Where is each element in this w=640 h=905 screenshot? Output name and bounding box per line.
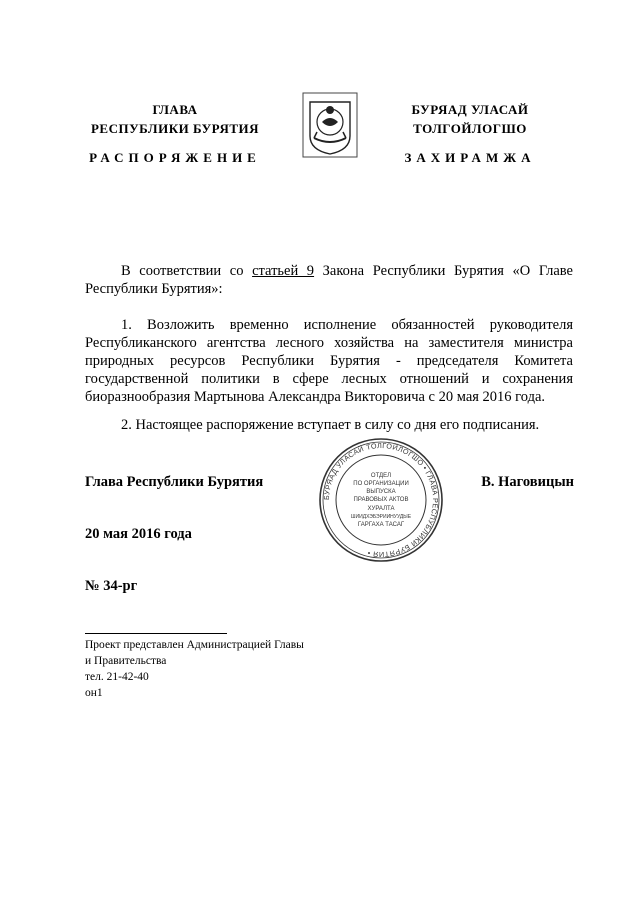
item-2-paragraph: [85, 416, 573, 434]
signatory-name: В. Наговицын: [481, 474, 574, 490]
header-right-title: БУРЯАД УЛАСАЙ: [411, 102, 529, 117]
seal-line-1: ОТДЕЛ: [370, 473, 392, 479]
header-right: [370, 100, 570, 138]
intro-text-after: Закона Республики Бурятия «О Главе Республики Бурятия»:: [85, 263, 573, 297]
footer-note: [85, 637, 304, 701]
doc-type-bua: ЗАХИРАМЖА: [404, 150, 536, 165]
coat-of-arms-emblem: [302, 92, 358, 158]
seal-line-7: ГАРГАХА ТАСАГ: [357, 522, 405, 528]
footer-line-2: и Правительства: [85, 655, 167, 667]
header-left-subtitle: РЕСПУБЛИКИ БУРЯТИЯ: [90, 121, 260, 136]
footer-divider: [85, 633, 227, 634]
header-left: [70, 100, 280, 138]
footer-phone: тел. 21-42-40: [85, 671, 149, 683]
item-1-text: 1. Возложить временно исполнение обязанностей руководителя Республиканского агентства лесного хозяйства на заместителя министра природных ресурсов Республики Бурятия - председателя Комитета государственной политики в сфере лесных отношений и сохранения биоразнообразия Мартынова Александра Викторовича с 20 мая 2016 года.: [85, 317, 573, 405]
seal-line-5: ХУРАЛТА: [367, 506, 395, 512]
footer-code: он1: [85, 687, 103, 699]
header-right-subtitle: ТОЛГОЙЛОГШО: [413, 121, 527, 136]
intro-text-before: В соответствии со: [121, 263, 253, 279]
document-number: № 34-рг: [85, 578, 138, 594]
official-seal-stamp: [318, 437, 444, 563]
header-left-title: ГЛАВА: [152, 102, 198, 117]
intro-paragraph: [85, 262, 573, 298]
footer-line-1: Проект представлен Администрацией Главы: [85, 639, 304, 651]
item-2-text: 2. Настоящее распоряжение вступает в силу со дня его подписания.: [121, 417, 540, 433]
seal-line-6: ШИИДХЭБЭРИИНУУДЫЕ: [350, 514, 412, 520]
doc-type-ru: РАСПОРЯЖЕНИЕ: [89, 150, 261, 165]
seal-line-4: ПРАВОВЫХ АКТОВ: [353, 497, 409, 503]
law-article-link[interactable]: статьей 9: [252, 263, 315, 279]
seal-ring-text: БУРЯАД УЛАСАЙ ТОЛГОЙЛОГШО • ГЛАВА РЕСПУБЛИКИ БУРЯТИЯ •: [321, 440, 441, 560]
signature-position: Глава Республики Бурятия: [85, 474, 264, 490]
seal-line-3: ВЫПУСКА: [366, 489, 396, 495]
seal-line-2: ПО ОРГАНИЗАЦИИ: [353, 481, 409, 487]
item-1-paragraph: [85, 316, 573, 406]
document-date: 20 мая 2016 года: [85, 526, 192, 542]
